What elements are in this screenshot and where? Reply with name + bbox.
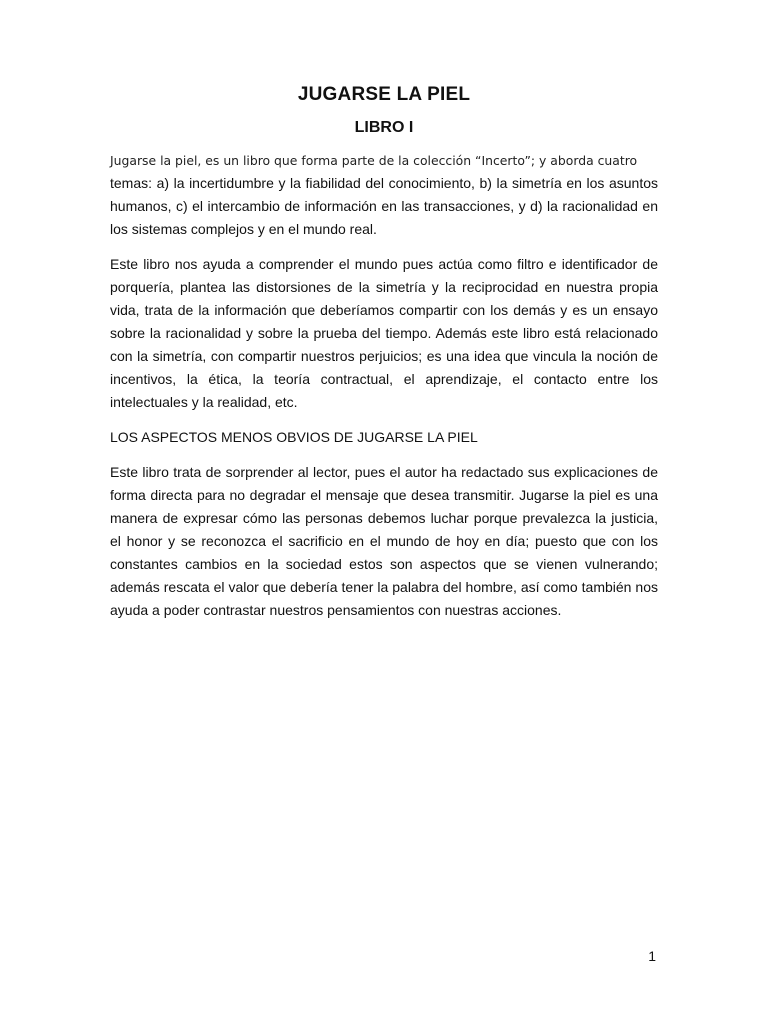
document-body xyxy=(110,149,658,634)
paragraph-intro xyxy=(110,149,658,241)
page-number: 1 xyxy=(648,948,656,964)
paragraph-intro-rest: temas: a) la incertidumbre y la fiabilidad del conocimiento, b) la simetría en los asuntos humanos, c) el intercambio de información en las transacciones, y d) la racionalidad en los sistemas complejos y en el mundo real. xyxy=(110,175,658,237)
document-title: JUGARSE LA PIEL xyxy=(297,84,471,105)
paragraph-aspects: Este libro trata de sorprender al lector, pues el autor ha redactado sus explicaciones de forma directa para no degradar el mensaje que desea transmitir. Jugarse la piel es una manera de expresar cómo las personas debemos luchar porque prevalezca la justicia, el honor y se reconozca el sacrificio en el mundo de hoy en día; puesto que con los constantes cambios en la sociedad estos son aspectos que se vienen vulnerando; además rescata el valor que debería tener la palabra del hombre, así como también nos ayuda a poder contrastar nuestros pensamientos con nuestras acciones. xyxy=(110,464,658,618)
paragraph-intro-first-line: Jugarse la piel, es un libro que forma parte de la colección “Incerto”; y aborda cuatro xyxy=(110,153,638,168)
paragraph-summary: Este libro nos ayuda a comprender el mundo pues actúa como filtro e identificador de porquería, plantea las distorsiones de la simetría y la reciprocidad en nuestra propia vida, trata de la información que deberíamos compartir con los demás y es un ensayo sobre la racionalidad y sobre la prueba del tiempo. Además este libro está relacionado con la simetría, con compartir nuestros perjuicios; es una idea que vincula la noción de incentivos, la ética, la teoría contractual, el aprendizaje, el contacto entre los intelectuales y la realidad, etc. xyxy=(110,256,658,410)
document-subtitle: LIBRO I xyxy=(354,119,414,136)
section-heading: LOS ASPECTOS MENOS OBVIOS DE JUGARSE LA PIEL xyxy=(110,429,478,445)
